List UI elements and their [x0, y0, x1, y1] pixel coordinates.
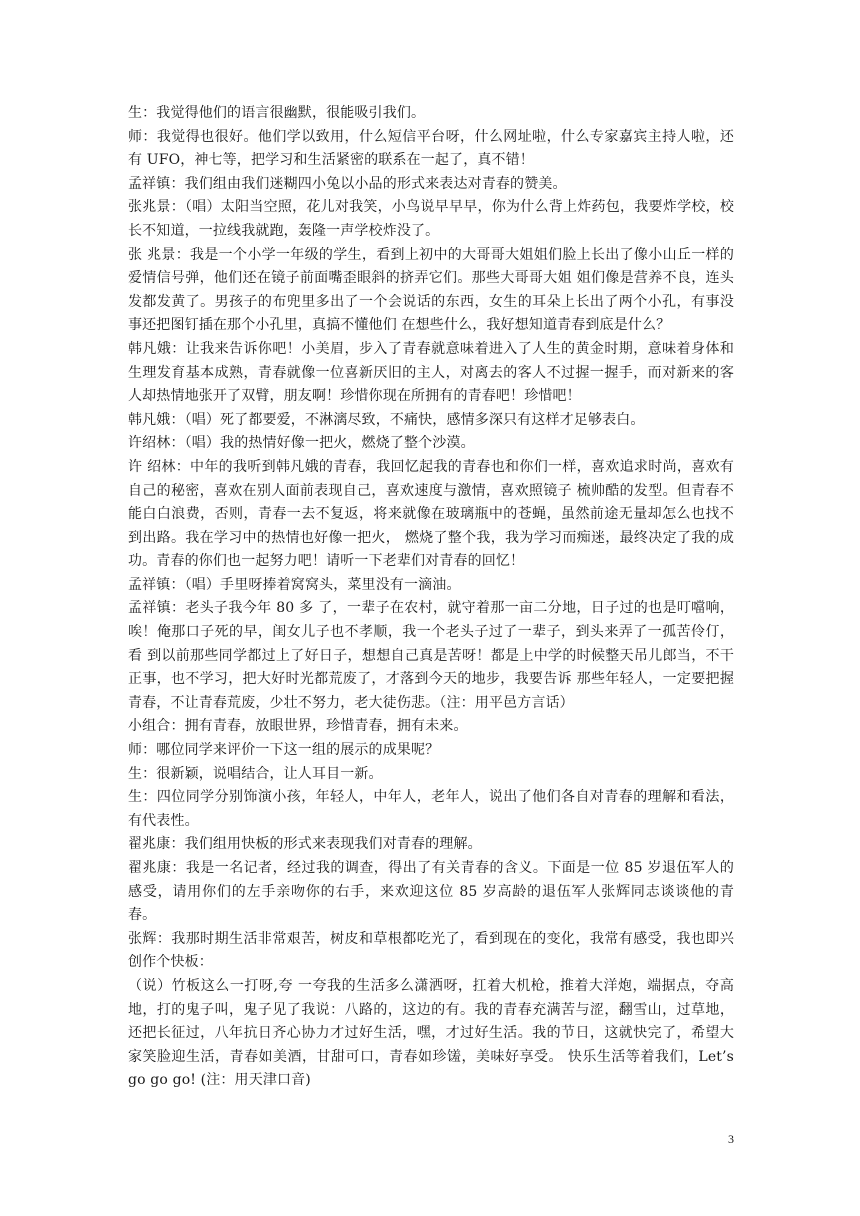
paragraph: 韩凡娥：让我来告诉你吧！小美眉，步入了青春就意味着进入了人生的黄金时期，意味着身体和生理发育基本成熟，青春就像一位喜新厌旧的主人，对离去的客人不过握一握手，而对新来的客人却热情地张开了双臂，朋友啊！珍惜你现在所拥有的青春吧！珍惜吧！: [128, 340, 734, 405]
paragraph: 张兆景：（唱）太阳当空照，花儿对我笑，小鸟说早早早，你为什么背上炸药包，我要炸学校，校长不知道，一拉线我就跑，轰隆一声学校炸没了。: [128, 199, 734, 239]
paragraph: 生：四位同学分别饰演小孩，年轻人，中年人，老年人，说出了他们各自对青春的理解和看法，有代表性。: [128, 789, 734, 829]
paragraph: 韩凡娥：（唱）死了都要爱，不淋漓尽致，不痛快，感情多深只有这样才足够表白。: [128, 411, 645, 428]
page-number: 3: [728, 1132, 734, 1146]
paragraph: 孟祥镇：（唱）手里呀捧着窝窝头，菜里没有一滴油。: [128, 576, 461, 593]
paragraph: 生：我觉得他们的语言很幽默，很能吸引我们。: [128, 105, 426, 121]
paragraph: 师：我觉得也很好。他们学以致用，什么短信平台呀，什么网址啦，什么专家嘉宾主持人啦，还有 UFO，神七等，把学习和生活紧密的联系在一起了，真不错！: [128, 128, 734, 169]
paragraph: 翟兆康：我是一名记者，经过我的调查，得出了有关青春的含义。下面是一位 85 岁退伍军人的感受，请用你们的左手亲吻你的右手，来欢迎这位 85 岁高龄的退伍军人张辉同志谈谈他的青春。: [128, 860, 734, 924]
paragraph: 许 绍林：中年的我听到韩凡娥的青春，我回忆起我的青春也和你们一样，喜欢追求时尚，喜欢有自己的秘密，喜欢在别人面前表现自己，喜欢速度与激情，喜欢照镜子 梳帅酷的发型。但青春不能白白浪费，否则，青春一去不复返，将来就像在玻璃瓶中的苍蝇，虽然前途无量却怎么也找不到出路。我在学习中的热情也好像一把火， 燃烧了整个我，我为学习而痴迷，最终决定了我的成功。青春的你们也一起努力吧！请听一下老辈们对青春的回忆！: [128, 458, 734, 570]
document-body: [128, 102, 734, 1093]
paragraph: 孟祥镇：老头子我今年 80 多 了，一辈子在农村，就守着那一亩二分地，日子过的也是叮噹响，唉！俺那口子死的早，闺女儿子也不孝顺，我一个老头子过了一辈子，到头来弄了一孤苦伶仃，看 到以前那些同学都过上了好日子，想想自己真是苦呀！都是上中学的时候整天吊儿郎当，不干正事，也不学习，把大好时光都荒废了，才落到今天的地步，我要告诉 那些年轻人，一定要把握青春，不让青春荒废，少壮不努力，老大徒伤悲。（注：用平邑方言话）: [128, 600, 734, 711]
paragraph: 师：哪位同学来评价一下这一组的展示的成果呢？: [128, 742, 440, 759]
paragraph: 生：很新颖，说唱结合，让人耳目一新。: [128, 765, 383, 782]
paragraph: 许绍林：（唱）我的热情好像一把火，燃烧了整个沙漠。: [128, 435, 475, 452]
paragraph: 孟祥镇：我们组由我们迷糊四小兔以小品的形式来表达对青春的赞美。: [128, 175, 567, 192]
paragraph: （说）竹板这么一打呀,夸 一夸我的生活多么潇洒呀，扛着大机枪，推着大洋炮，端据点，夺高地，打的鬼子叫，鬼子见了我说：八路的，这边的有。我的青春充满苦与涩，翻雪山，过草地， 还把长征过，八年抗日齐心协力才过好生活，嘿，才过好生活。我的节日，这就快完了，希望大家笑脸迎生活，青春如美酒，甘甜可口，青春如珍馐，美味好享受。 快乐生活等着我们，Let’s go go go! (注：用天津口音): [128, 977, 734, 1089]
paragraph: 张 兆景：我是一个小学一年级的学生，看到上初中的大哥哥大姐姐们脸上长出了像小山丘一样的爱情信号弹，他们还在镜子前面嘴歪眼斜的挤弄它们。那些大哥哥大姐 姐们像是营养不良，连头发都发黄了。男孩子的布兜里多出了一个会说话的东西，女生的耳朵上长出了两个小孔，有事没事还把图钉插在那个小孔里，真搞不懂他们 在想些什么，我好想知道青春到底是什么？: [128, 246, 734, 334]
paragraph: 小组合：拥有青春，放眼世界，珍惜青春，拥有未来。: [128, 718, 468, 735]
paragraph: 张辉：我那时期生活非常艰苦，树皮和草根都吃光了，看到现在的变化，我常有感受，我也即兴创作个快板：: [128, 930, 734, 971]
paragraph: 翟兆康：我们组用快板的形式来表现我们对青春的理解。: [128, 836, 482, 853]
